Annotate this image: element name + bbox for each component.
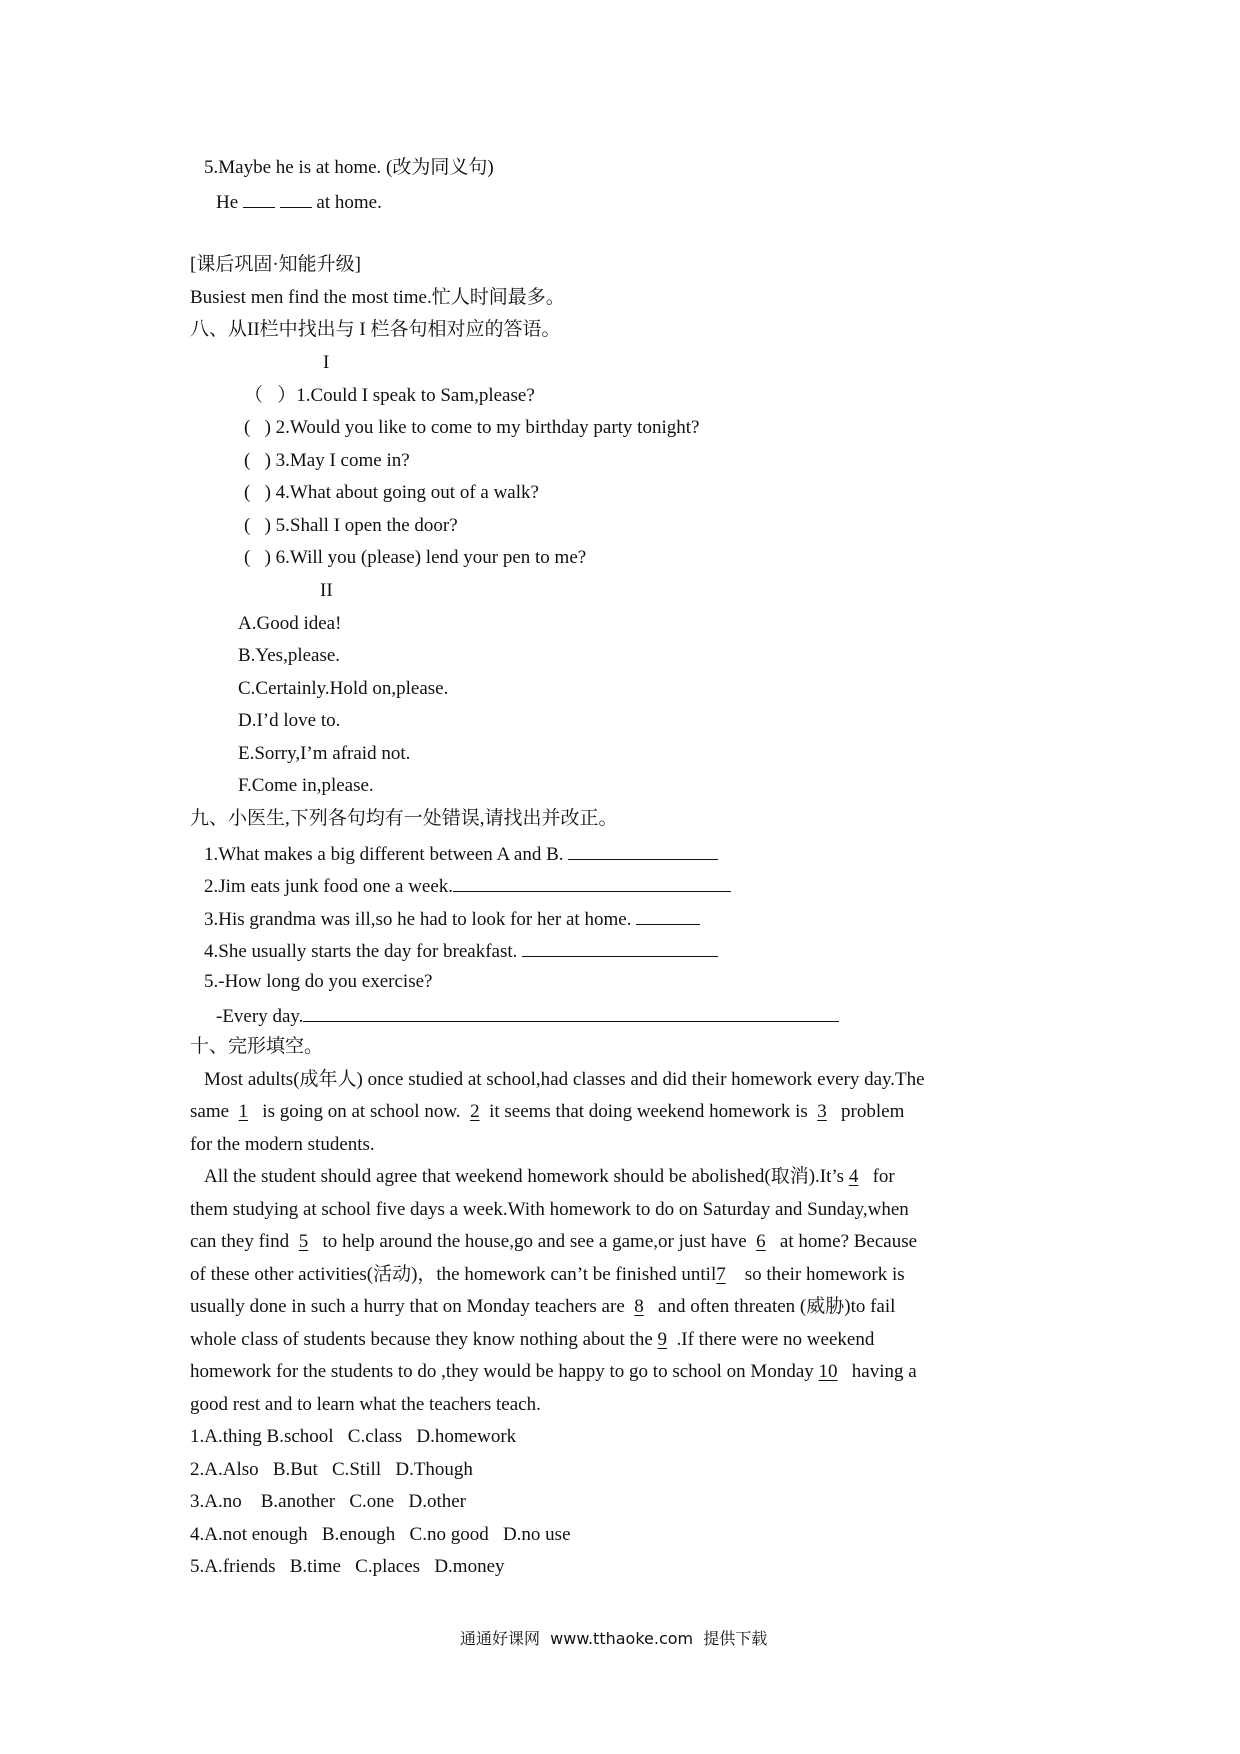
cloze-blank[interactable]: 10	[818, 1361, 838, 1382]
answer-blank[interactable]	[280, 190, 312, 208]
passage-line: can they find 5 to help around the house,go and see a game,or just have 6 at home? Because	[190, 1231, 918, 1252]
passage-line: them studying at school five days a week.With homework to do on Saturday and Sunday,when	[190, 1199, 909, 1220]
passage-line: of these other activities(活动)，the homework can’t be finished until7 so their homework is	[190, 1264, 905, 1285]
proverb: Busiest men find the most time.忙人时间最多。	[190, 287, 565, 308]
question-item: ( ) 4.What about going out of a walk?	[244, 482, 539, 503]
answer-blank[interactable]	[522, 939, 718, 957]
cloze-blank[interactable]: 2	[470, 1101, 480, 1122]
cloze-options: 2.A.Also B.But C.Still D.Though	[190, 1459, 473, 1480]
answer-option: E.Sorry,I’m afraid not.	[238, 743, 411, 764]
answer-option: D.I’d love to.	[238, 710, 341, 731]
correction-item: 2.Jim eats junk food one a week.	[204, 874, 731, 896]
answer-blank[interactable]	[568, 842, 718, 860]
cloze-blank[interactable]: 1	[238, 1101, 249, 1122]
item5-question: 5.Maybe he is at home. (改为同义句)	[204, 157, 494, 178]
answer-option: C.Certainly.Hold on,please.	[238, 678, 449, 699]
passage-line: usually done in such a hurry that on Monday teachers are 8 and often threaten (威胁)to fail	[190, 1296, 896, 1317]
section9-title: 九、小医生,下列各句均有一处错误,请找出并改正。	[190, 808, 618, 829]
question-item: ( ) 3.May I come in?	[244, 450, 410, 471]
cloze-options: 5.A.friends B.time C.places D.money	[190, 1556, 505, 1577]
cloze-blank[interactable]: 6	[756, 1231, 766, 1252]
passage-line: whole class of students because they know nothing about the 9 .If there were no weekend	[190, 1329, 875, 1350]
passage-line: for the modern students.	[190, 1134, 375, 1155]
cloze-options: 3.A.no B.another C.one D.other	[190, 1491, 466, 1512]
answer-blank[interactable]	[303, 1004, 839, 1022]
passage-line: same 1 is going on at school now. 2 it seems that doing weekend homework is 3 problem	[190, 1101, 905, 1122]
answer-blank[interactable]	[453, 874, 731, 892]
answer-option: B.Yes,please.	[238, 645, 341, 666]
correction-item: 1.What makes a big different between A and B.	[204, 842, 718, 864]
question-item: ( ) 2.Would you like to come to my birthday party tonight?	[244, 417, 700, 438]
column-i-label: I	[323, 352, 330, 373]
question-item: ( ) 5.Shall I open the door?	[244, 515, 458, 536]
section8-title: 八、从II栏中找出与 I 栏各句相对应的答语。	[190, 319, 561, 340]
passage-line: good rest and to learn what the teachers teach.	[190, 1394, 541, 1415]
question-item: ( ) 6.Will you (please) lend your pen to me?	[244, 547, 587, 568]
cloze-options: 4.A.not enough B.enough C.no good D.no use	[190, 1524, 571, 1545]
consolidation-heading: [课后巩固·知能升级]	[190, 254, 361, 275]
answer-option: A.Good idea!	[238, 613, 342, 634]
passage-line: homework for the students to do ,they would be happy to go to school on Monday 10 having a	[190, 1361, 917, 1382]
answer-blank[interactable]	[636, 907, 700, 925]
item5-answer-end: at home.	[316, 192, 382, 213]
question-item: （ ）1.Could I speak to Sam,please?	[244, 385, 535, 406]
correction-item: 4.She usually starts the day for breakfast.	[204, 939, 718, 961]
cloze-blank[interactable]: 9	[657, 1329, 668, 1350]
footer-credit: 通通好课网 www.tthaoke.com 提供下载	[460, 1629, 768, 1648]
cloze-blank[interactable]: 3	[817, 1101, 827, 1122]
correction-item: -Every day.	[216, 1004, 839, 1026]
cloze-blank[interactable]: 4	[848, 1166, 859, 1187]
correction-item: 5.-How long do you exercise?	[204, 971, 433, 992]
passage-line: All the student should agree that weekend homework should be abolished(取消).It’s 4 for	[204, 1166, 895, 1187]
passage-line: Most adults(成年人) once studied at school,had classes and did their homework every day.The	[204, 1069, 925, 1090]
cloze-blank[interactable]: 7	[716, 1264, 726, 1285]
cloze-blank[interactable]: 8	[634, 1296, 644, 1317]
item5-answer-line	[216, 190, 382, 212]
answer-option: F.Come in,please.	[238, 775, 374, 796]
answer-blank[interactable]	[243, 190, 275, 208]
section10-title: 十、完形填空。	[190, 1036, 324, 1057]
correction-item: 3.His grandma was ill,so he had to look for her at home.	[204, 907, 700, 929]
item5-answer-start: He	[216, 192, 239, 213]
column-ii-label: II	[320, 580, 333, 601]
cloze-blank[interactable]: 5	[298, 1231, 309, 1252]
cloze-options: 1.A.thing B.school C.class D.homework	[190, 1426, 517, 1447]
